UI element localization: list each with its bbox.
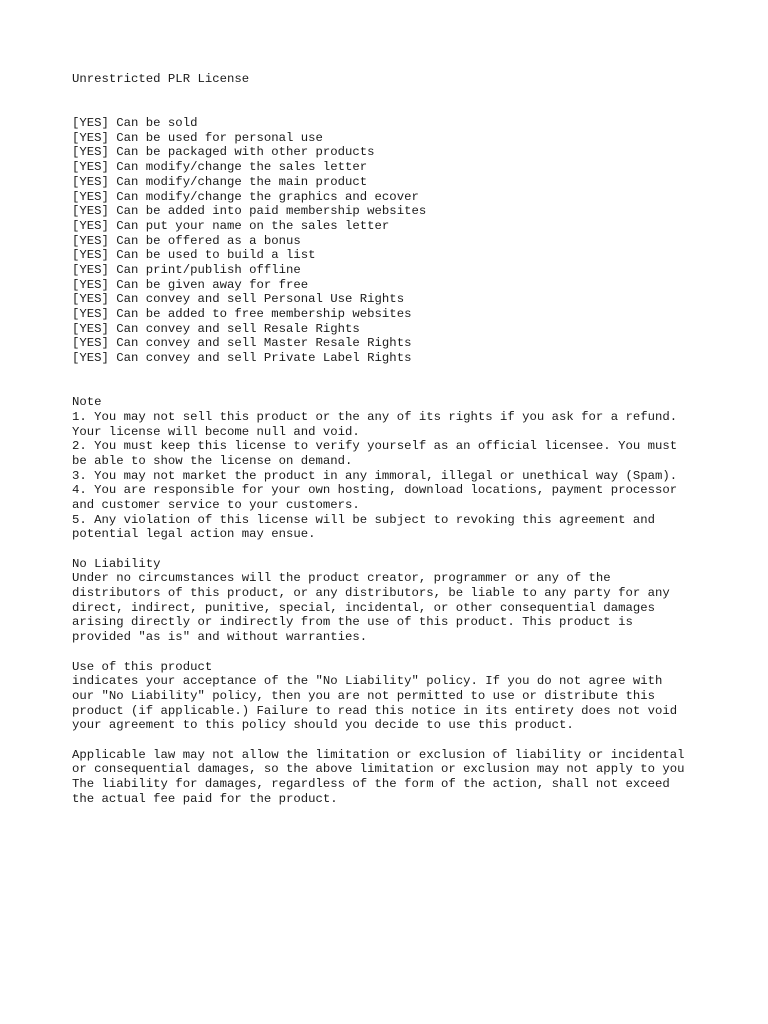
applicable-law-line: Applicable law may not allow the limitation or exclusion of liability or incidental (72, 747, 685, 762)
no-liability-line: Under no circumstances will the product creator, programmer or any of the (72, 571, 611, 586)
no-liability-line: distributors of this product, or any distributors, be liable to any party for any (72, 586, 670, 601)
rights-item: [YES] Can be used to build a list (72, 248, 316, 263)
rights-item: [YES] Can be added into paid membership websites (72, 204, 427, 219)
use-of-product-heading: Use of this product (72, 659, 213, 674)
rights-item: [YES] Can be sold (72, 116, 198, 131)
rights-list (72, 116, 712, 366)
rights-item: [YES] Can be given away for free (72, 277, 309, 292)
rights-item: [YES] Can print/publish offline (72, 262, 301, 277)
rights-item: [YES] Can be packaged with other products (72, 145, 375, 160)
note-line: be able to show the license on demand. (72, 453, 353, 468)
note-line: 2. You must keep this license to verify yourself as an official licensee. You must (72, 439, 678, 454)
use-of-product-line: indicates your acceptance of the "No Liability" policy. If you do not agree with (72, 674, 663, 689)
note-line: 3. You may not market the product in any immoral, illegal or unethical way (Spam). (72, 468, 678, 483)
rights-item: [YES] Can modify/change the graphics and ecover (72, 189, 419, 204)
no-liability-line: direct, indirect, punitive, special, incidental, or other consequential damages (72, 600, 655, 615)
license-document (72, 72, 712, 806)
no-liability-heading: No Liability (72, 556, 161, 571)
title-block (72, 72, 712, 87)
rights-item: [YES] Can put your name on the sales letter (72, 218, 390, 233)
note-section (72, 395, 712, 542)
note-line: 1. You may not sell this product or the any of its rights if you ask for a refund. (72, 409, 678, 424)
rights-item: [YES] Can convey and sell Master Resale Rights (72, 336, 412, 351)
use-of-product-line: our "No Liability" policy, then you are not permitted to use or distribute this (72, 688, 655, 703)
rights-item: [YES] Can convey and sell Resale Rights (72, 321, 360, 336)
use-of-product-line: your agreement to this policy should you decide to use this product. (72, 718, 574, 733)
applicable-law-line: The liability for damages, regardless of the form of the action, shall not exceed (72, 777, 670, 792)
rights-item: [YES] Can be offered as a bonus (72, 233, 301, 248)
rights-item: [YES] Can be used for personal use (72, 130, 323, 145)
applicable-law-section (72, 748, 712, 807)
rights-item: [YES] Can modify/change the sales letter (72, 160, 368, 175)
no-liability-line: arising directly or indirectly from the use of this product. This product is (72, 615, 633, 630)
document-title: Unrestricted PLR License (72, 72, 250, 86)
use-of-product-section (72, 660, 712, 733)
rights-item: [YES] Can convey and sell Private Label Rights (72, 351, 412, 366)
note-heading: Note (72, 395, 102, 410)
rights-item: [YES] Can convey and sell Personal Use Rights (72, 292, 405, 307)
no-liability-line: provided "as is" and without warranties. (72, 630, 368, 645)
use-of-product-line: product (if applicable.) Failure to read this notice in its entirety does not void (72, 703, 678, 718)
applicable-law-line: the actual fee paid for the product. (72, 791, 338, 806)
note-line: 4. You are responsible for your own hosting, download locations, payment processor (72, 483, 678, 498)
note-line: and customer service to your customers. (72, 497, 360, 512)
note-line: 5. Any violation of this license will be subject to revoking this agreement and (72, 512, 655, 527)
rights-item: [YES] Can be added to free membership websites (72, 307, 412, 322)
no-liability-section (72, 557, 712, 645)
note-line: Your license will become null and void. (72, 424, 360, 439)
note-line: potential legal action may ensue. (72, 527, 316, 542)
rights-item: [YES] Can modify/change the main product (72, 174, 368, 189)
applicable-law-line: or consequential damages, so the above limitation or exclusion may not apply to you (72, 762, 685, 777)
